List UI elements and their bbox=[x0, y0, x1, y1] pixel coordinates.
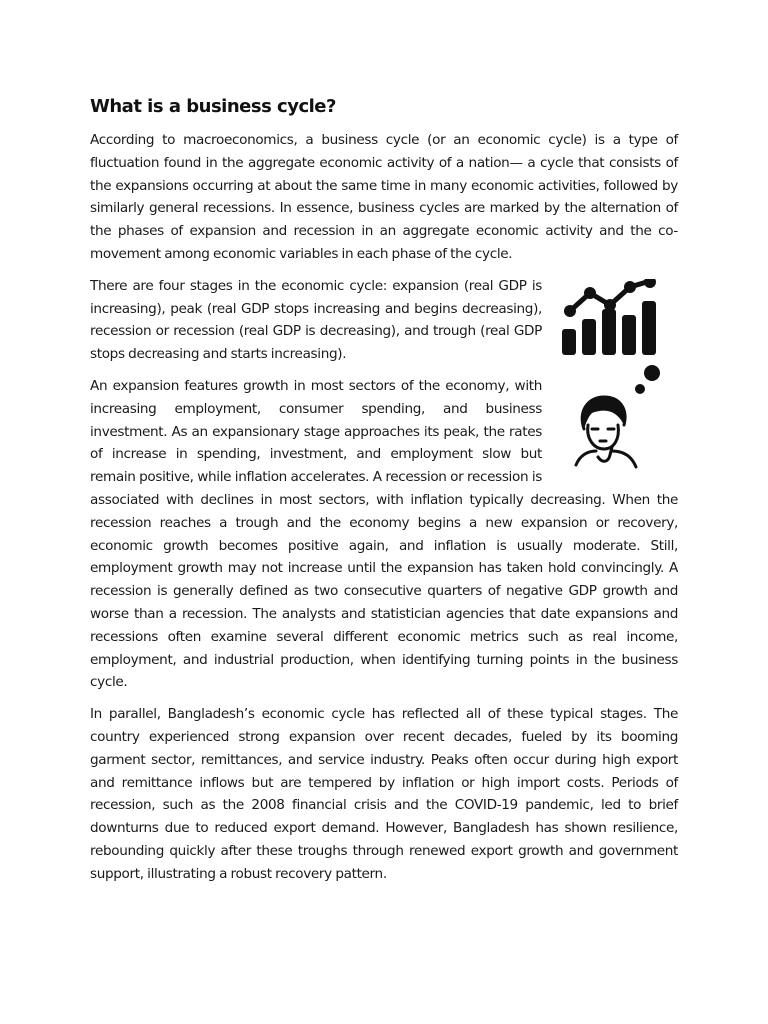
paragraph-expansion-recession: An expansion features growth in most sectors of the economy, with increasing employment, consumer spending, and business investment. As an expansionary stage approaches its peak, the rates of increase in spending, investment, and employment slow but remain positive, while inflation accelerates. A recession or recession is associated with declines in most sectors, with inflation typically decreasing. When the recession reaches a trough and the economy begins a new expansion or recovery, economic growth becomes positive again, and inflation is usually moderate. Still, employment growth may not increase until the expansion has taken hold convincingly. A recession is generally defined as two consecutive quarters of negative GDP growth and worse than a recession. The analysts and statistician agencies that date expansions and recessions often examine several different economic metrics such as real income, employment, and industrial production, when identifying turning points in the business cycle. bbox=[90, 377, 678, 691]
paragraph-stages: There are four stages in the economic cycle: expansion (real GDP is increasing), peak (real GDP stops increasing and begins decreasing), recession or recession (real GDP is decreasing), and trough (real GDP stops decreasing and starts increasing). bbox=[90, 277, 542, 363]
article bbox=[90, 96, 678, 895]
article-title: What is a business cycle? bbox=[90, 96, 336, 117]
paragraph-definition: According to macroeconomics, a business cycle (or an economic cycle) is a type of fluctuation found in the aggregate economic activity of a nation— a cycle that consists of the expansions occurring at about the same time in many economic activities, followed by similarly general recessions. In essence, business cycles are marked by the alternation of the phases of expansion and recession in an aggregate economic activity and the co-movement among economic variables in each phase of the cycle. bbox=[90, 132, 678, 262]
thinking-person-growth-chart-icon bbox=[562, 279, 678, 469]
paragraph-bangladesh: In parallel, Bangladesh’s economic cycle has reflected all of these typical stages. The country experienced strong expansion over recent decades, fueled by its booming garment sector, remittances, and service industry. Peaks often occur during high export and remittance inflows but are tempered by inflation or high import costs. Periods of recession, such as the 2008 financial crisis and the COVID-19 pandemic, led to brief downturns due to reduced export demand. However, Bangladesh has shown resilience, rebounding quickly after these troughs through renewed export growth and government support, illustrating a robust recovery pattern. bbox=[90, 706, 678, 882]
